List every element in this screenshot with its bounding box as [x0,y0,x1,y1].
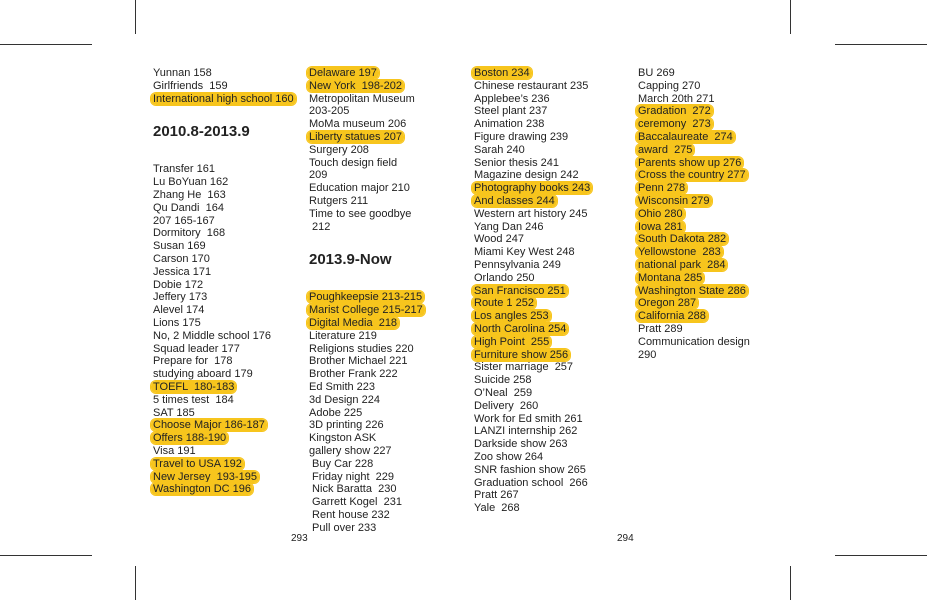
highlighted-entry-text: And classes 244 [474,194,555,207]
index-entry [153,483,296,496]
index-entry [474,464,592,477]
index-entry [474,477,592,490]
highlighted-entry-text: Furniture show 256 [474,348,569,361]
highlighted-entry-text: North Carolina 254 [474,322,567,335]
highlighted-entry-text: Penn 278 [638,182,686,195]
index-entry [309,304,425,317]
index-entry [474,285,592,298]
entry-text: Education major 210 [309,182,410,195]
entry-text: 3D printing 226 [309,419,384,432]
index-entry [474,451,592,464]
highlighted-entry-text: Oregon 287 [638,297,697,310]
index-entry [153,317,296,330]
entry-text: Yang Dan 246 [474,220,544,233]
index-entry [309,144,425,157]
page-number-left: 293 [291,533,308,544]
entry-text: Chinese restaurant 235 [474,79,589,92]
entry-text: Pratt 267 [474,489,519,502]
index-entry [153,291,296,304]
index-entry [153,394,296,407]
index-entry [638,336,752,349]
index-entry [153,368,296,381]
index-entry [638,67,752,80]
index-entry [309,118,425,131]
index-entry [474,195,592,208]
entry-text: Miami Key West 248 [474,246,575,259]
entry-text: Zhang He 163 [153,188,226,201]
index-entry [638,131,752,144]
highlighted-entry-text: New Jersey 193-195 [153,470,257,483]
entry-text: Capping 270 [638,79,701,92]
index-entry [474,169,592,182]
entry-text: Time to see goodbye [309,207,412,220]
index-entry [638,105,752,118]
index-entry [153,407,296,420]
index-entry [638,221,752,234]
index-entry [474,118,592,131]
highlighted-entry-text: Los angles 253 [474,310,549,323]
highlighted-entry-text: Iowa 281 [638,220,683,233]
entry-text: Dormitory 168 [153,227,226,240]
index-entry [638,272,752,285]
entry-text: Magazine design 242 [474,169,579,182]
index-entry [474,131,592,144]
entry-text: Steel plant 237 [474,105,548,118]
index-entry [153,67,296,80]
index-entry [309,471,425,484]
index-entry [309,105,425,118]
entry-text: Metropolitan Museum [309,92,415,105]
index-entry [638,182,752,195]
index-entry [474,387,592,400]
entry-text: 212 [309,220,331,233]
entry-text: Jeffery 173 [153,291,208,304]
index-entry [638,118,752,131]
index-entry [309,407,425,420]
index-entry [153,458,296,471]
entry-text: Squad leader 177 [153,342,240,355]
index-entry [153,381,296,394]
index-entry [638,259,752,272]
index-entry [153,419,296,432]
entry-text: Wood 247 [474,233,524,246]
index-entry [153,163,296,176]
entry-text: Buy Car 228 [309,457,374,470]
entry-text: BU 269 [638,67,675,79]
index-entry [153,189,296,202]
entry-text: Applebee’s 236 [474,92,550,105]
entry-text: Transfer 161 [153,163,215,176]
entry-text: Religions studies 220 [309,342,414,355]
index-entry [309,483,425,496]
index-entry [309,221,425,234]
highlighted-entry-text: Baccalaureate 274 [638,130,733,143]
entry-text: studying aboard 179 [153,368,253,381]
index-entry [309,458,425,471]
entry-text: Pull over 233 [309,521,377,534]
entry-text: Nick Baratta 230 [309,483,397,496]
entry-text: 203-205 [309,105,350,118]
index-entry [474,157,592,170]
highlighted-entry-text: South Dakota 282 [638,233,727,246]
entry-text: Suicide 258 [474,374,532,387]
highlighted-entry-text: Delaware 197 [309,67,377,79]
entry-text: Qu Dandi 164 [153,201,224,214]
index-entry [638,157,752,170]
highlighted-entry-text: Washington DC 196 [153,483,252,496]
entry-text: Dobie 172 [153,278,204,291]
highlighted-entry-text: Offers 188-190 [153,432,227,445]
index-entry [638,233,752,246]
entry-text: Brother Michael 221 [309,355,408,368]
index-entry [638,208,752,221]
index-entry [153,266,296,279]
index-entry [309,182,425,195]
entry-text: Sarah 240 [474,143,525,156]
index-entry [474,323,592,336]
index-entry [474,246,592,259]
entry-text: Lions 175 [153,316,201,329]
index-entry [153,227,296,240]
index-entry [309,496,425,509]
index-entry [309,419,425,432]
index-entry [309,195,425,208]
index-entry [638,310,752,323]
index-column-2 [309,67,425,535]
index-entry [153,93,296,106]
index-entry [309,522,425,535]
page-number-right: 294 [617,533,634,544]
highlighted-entry-text: award 275 [638,143,693,156]
index-entry [474,336,592,349]
entry-text: Friday night 229 [309,470,394,483]
section-heading: 2013.9-Now [309,251,392,269]
entry-text: SNR fashion show 265 [474,463,586,476]
entry-text: Zoo show 264 [474,450,544,463]
entry-text: Literature 219 [309,329,377,342]
index-entry [309,93,425,106]
entry-text: Delivery 260 [474,399,539,412]
index-entry [474,208,592,221]
crop-mark-bottom-right-v [790,566,791,600]
crop-mark-top-right-v [790,0,791,34]
entry-text: Carson 170 [153,252,210,265]
entry-text: Rent house 232 [309,508,390,521]
index-entry [474,182,592,195]
entry-text: 5 times test 184 [153,393,234,406]
index-entry [474,349,592,362]
entry-text: Orlando 250 [474,271,535,284]
entry-text: LANZI internship 262 [474,425,578,438]
entry-text: Alevel 174 [153,304,205,317]
section-heading: 2010.8-2013.9 [153,123,250,141]
index-entry [474,272,592,285]
highlighted-entry-text: High Point 255 [474,335,550,348]
index-entry [638,297,752,310]
index-entry [309,394,425,407]
highlighted-entry-text: New York 198-202 [309,79,402,92]
index-entry [153,355,296,368]
crop-mark-top-left-v [135,0,136,34]
entry-text: Western art history 245 [474,207,588,220]
index-entry [309,291,425,304]
index-entry [474,489,592,502]
index-entry [309,509,425,522]
highlighted-entry-text: Wisconsin 279 [638,194,710,207]
highlighted-entry-text: Choose Major 186-187 [153,419,265,432]
highlighted-entry-text: Washington State 286 [638,284,746,297]
index-entry [153,253,296,266]
entry-text: March 20th 271 [638,92,715,105]
index-entry [474,80,592,93]
index-entry [309,80,425,93]
highlighted-entry-text: Digital Media 218 [309,316,398,329]
entry-text: Adobe 225 [309,406,363,419]
entry-text: SAT 185 [153,406,195,419]
index-entry [309,169,425,182]
highlighted-entry-text: Ohio 280 [638,207,683,220]
index-entry [638,144,752,157]
entry-text: Animation 238 [474,118,545,131]
index-entry [153,202,296,215]
index-entry [474,374,592,387]
entry-text: Yunnan 158 [153,67,212,79]
highlighted-entry-text: Parents show up 276 [638,156,742,169]
index-entry [309,432,425,445]
entry-text: Ed Smith 223 [309,380,376,393]
index-entry [638,323,752,336]
index-entry [638,246,752,259]
index-entry [153,80,296,93]
index-entry [638,93,752,106]
entry-text: Senior thesis 241 [474,156,559,169]
index-entry [474,259,592,272]
entry-text: Pennsylvania 249 [474,258,561,271]
entry-text: No, 2 Middle school 176 [153,329,272,342]
entry-text: Girlfriends 159 [153,79,228,92]
index-entry [309,381,425,394]
highlighted-entry-text: Marist College 215-217 [309,304,423,317]
entry-text: Surgery 208 [309,143,369,156]
index-entry [638,349,752,362]
index-entry [153,432,296,445]
index-entry [309,157,425,170]
entry-text: Lu BoYuan 162 [153,176,229,189]
index-entry [309,355,425,368]
entry-text: Susan 169 [153,240,206,253]
entry-text: gallery show 227 [309,444,392,457]
entry-text: Kingston ASK [309,432,377,445]
entry-text: Yale 268 [474,502,520,515]
entry-text: 209 [309,169,328,182]
entry-text: Touch design field [309,156,398,169]
index-entry [309,445,425,458]
highlighted-entry-text: Travel to USA 192 [153,457,242,470]
entry-text: Darkside show 263 [474,438,568,451]
index-entry [474,144,592,157]
index-entry [309,67,425,80]
index-column-4 [638,67,752,361]
entry-text: Garrett Kogel 231 [309,496,402,509]
entry-text: Graduation school 266 [474,476,588,489]
crop-mark-bottom-right-h [835,555,927,556]
index-entry [474,105,592,118]
entry-text: O’Neal 259 [474,386,533,399]
index-entry [153,304,296,317]
index-entry [474,221,592,234]
entry-text: Work for Ed smith 261 [474,412,583,425]
index-entry [153,176,296,189]
highlighted-entry-text: Route 1 252 [474,297,534,310]
index-entry [474,413,592,426]
crop-mark-top-left-h [0,44,92,45]
index-entry [638,169,752,182]
entry-text: 3d Design 224 [309,393,380,406]
index-entry [474,425,592,438]
highlighted-entry-text: International high school 160 [153,92,294,105]
entry-text: Sister marriage 257 [474,361,574,374]
index-entry [309,330,425,343]
crop-mark-top-right-h [835,44,927,45]
index-entry [474,361,592,374]
index-entry [638,80,752,93]
highlighted-entry-text: Montana 285 [638,271,703,284]
index-entry [309,368,425,381]
index-entry [474,400,592,413]
highlighted-entry-text: California 288 [638,310,706,323]
index-entry [153,471,296,484]
entry-text: Jessica 171 [153,265,212,278]
index-entry [474,297,592,310]
entry-text: Pratt 289 [638,322,683,335]
index-entry [309,343,425,356]
entry-text: 290 [638,348,657,361]
index-entry [153,445,296,458]
entry-text: Brother Frank 222 [309,368,398,381]
highlighted-entry-text: Photography books 243 [474,182,591,195]
index-entry [309,131,425,144]
index-entry [474,93,592,106]
index-column-1 [153,67,296,496]
index-entry [309,317,425,330]
index-entry [638,285,752,298]
index-entry [153,343,296,356]
entry-text: Figure drawing 239 [474,130,569,143]
index-entry [474,438,592,451]
crop-mark-bottom-left-h [0,555,92,556]
index-entry [153,330,296,343]
highlighted-entry-text: Yellowstone 283 [638,246,721,259]
index-column-3 [474,67,592,515]
crop-mark-bottom-left-v [135,566,136,600]
index-entry [474,502,592,515]
index-entry [638,195,752,208]
entry-text: Communication design [638,335,750,348]
highlighted-entry-text: ceremony 273 [638,118,711,131]
highlighted-entry-text: Poughkeepsie 213-215 [309,291,423,304]
highlighted-entry-text: TOEFL 180-183 [153,380,235,393]
highlighted-entry-text: Liberty statues 207 [309,130,402,143]
index-entry [153,279,296,292]
highlighted-entry-text: national park 284 [638,258,726,271]
highlighted-entry-text: Gradation 272 [638,105,711,118]
index-entry [474,67,592,80]
entry-text: Rutgers 211 [309,194,369,207]
highlighted-entry-text: Cross the country 277 [638,169,746,182]
index-entry [474,233,592,246]
highlighted-entry-text: Boston 234 [474,67,530,79]
index-entry [474,310,592,323]
index-entry [309,208,425,221]
entry-text: Visa 191 [153,444,196,457]
index-entry [153,215,296,228]
index-entry [153,240,296,253]
entry-text: MoMa museum 206 [309,118,407,131]
highlighted-entry-text: San Francisco 251 [474,284,566,297]
entry-text: Prepare for 178 [153,355,233,368]
entry-text: 207 165-167 [153,214,215,227]
